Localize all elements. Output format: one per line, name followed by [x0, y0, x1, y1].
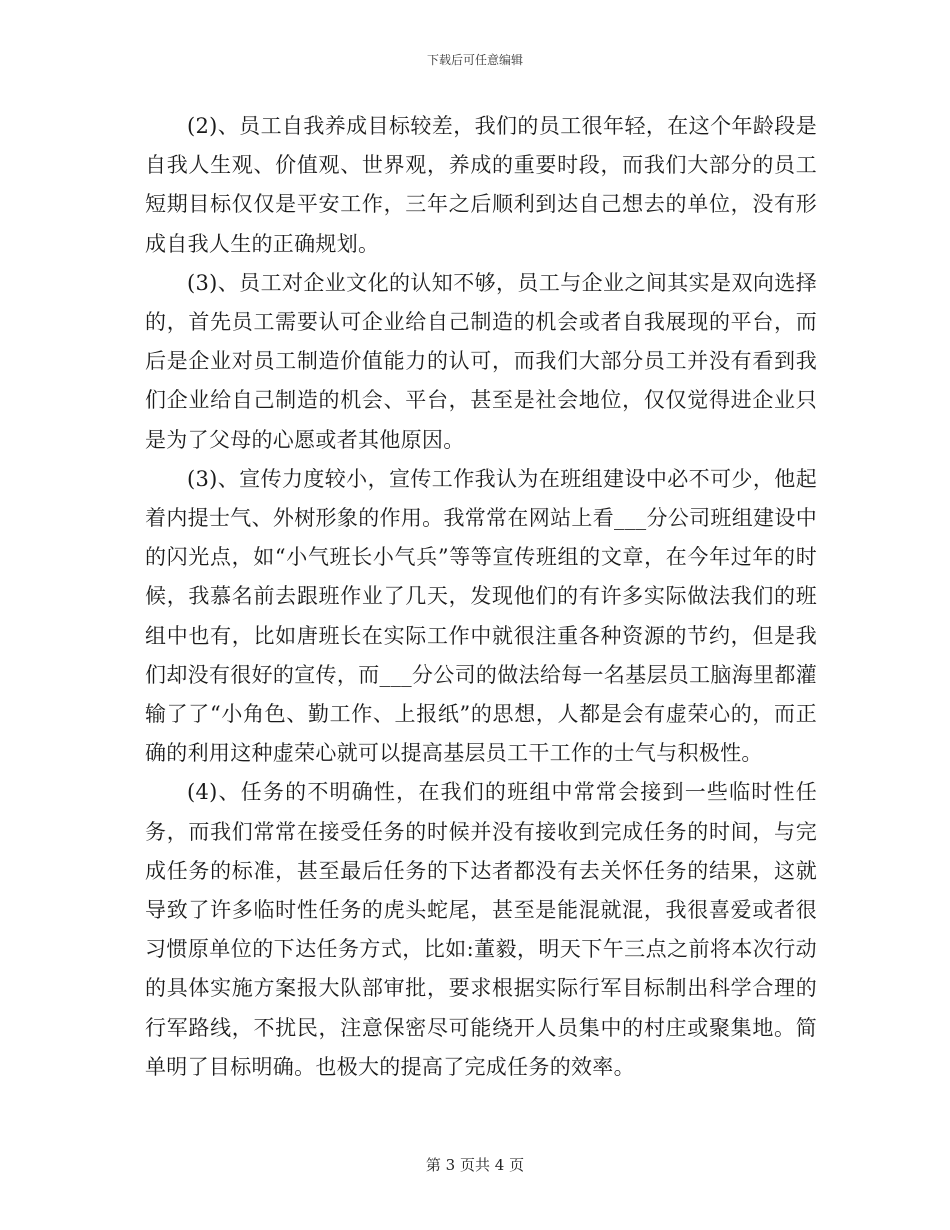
document-body	[145, 107, 817, 1087]
paragraph-task-clarity: (4)、任务的不明确性，在我们的班组中常常会接到一些临时性任务，而我们常常在接受任务的时候并没有接收到完成任务的时间，与完成任务的标准，甚至最后任务的下达者都没有去关怀任务的结果，这就导致了许多临时性任务的虎头蛇尾，甚至是能混就混，我很喜爱或者很习惯原单位的下达任务方式，比如:董毅，明天下午三点之前将本次行动的具体实施方案报大队部审批，要求根据实际行军目标制出科学合理的行军路线，不扰民，注意保密尽可能绕开人员集中的村庄或聚集地。简单明了目标明确。也极大的提高了完成任务的效率。	[145, 780, 817, 1079]
paragraph-publicity: (3)、宣传力度较小，宣传工作我认为在班组建设中必不可少，他起着内提士气、外树形象的作用。我常常在网站上看___分公司班组建设中的闪光点，如“小气班长小气兵”等等宣传班组的文章，在今年过年的时候，我慕名前去跟班作业了几天，发现他们的有许多实际做法我们的班组中也有，比如唐班长在实际工作中就很注重各种资源的节约，但是我们却没有很好的宣传，而___分公司的做法给每一名基层员工脑海里都灌输了了“小角色、勤工作、上报纸”的思想，人都是会有虚荣心的，而正确的利用这种虚荣心就可以提高基层员工干工作的士气与积极性。	[145, 466, 817, 766]
paragraph-corporate-culture: (3)、员工对企业文化的认知不够，员工与企业之间其实是双向选择的，首先员工需要认可企业给自己制造的机会或者自我展现的平台，而后是企业对员工制造价值能力的认可，而我们大部分员工并没有看到我们企业给自己制造的机会、平台，甚至是社会地位，仅仅觉得进企业只是为了父母的心愿或者其他原因。	[145, 270, 817, 452]
paragraph-employee-goals: (2)、员工自我养成目标较差，我们的员工很年轻，在这个年龄段是自我人生观、价值观、世界观，养成的重要时段，而我们大部分的员工短期目标仅仅是平安工作，三年之后顺利到达自己想去的单位，没有形成自我人生的正确规划。	[145, 114, 817, 256]
page-header: 下载后可任意编辑	[426, 53, 523, 67]
page-number: 第 3 页共 4 页	[425, 1156, 525, 1174]
